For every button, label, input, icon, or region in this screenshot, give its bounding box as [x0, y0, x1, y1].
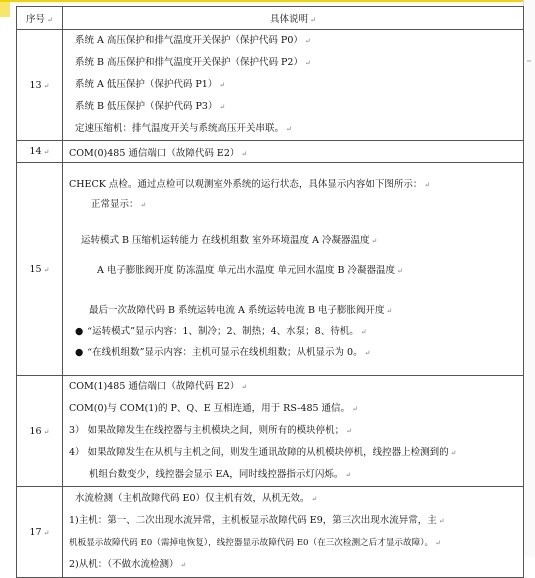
- row-number: 15 ↵: [17, 163, 63, 376]
- header-row: [17, 7, 524, 30]
- row-number: 17 ↵: [17, 487, 63, 578]
- spec-table: [16, 6, 524, 578]
- table-row: [17, 376, 524, 487]
- top-rule: [0, 0, 535, 2]
- desc-line: 正常显示： ↵: [91, 199, 147, 210]
- desc-line: COM(0)485 通信端口（故障代码 E2） ↵: [69, 147, 248, 159]
- row-number: 16 ↵: [17, 376, 63, 487]
- bullet-line: ● “运转模式”显示内容：1、制冷；2、制热；4、水泵；8、待机。 ↵: [69, 321, 517, 343]
- bullet-line: ● “在线机组数”显示内容：主机可显示在线机组数；从机显示为 0。 ↵: [69, 343, 517, 363]
- desc-line: 2)从机：（不做水流检测） ↵: [69, 559, 187, 570]
- desc-line: 最后一次故障代码 B 系统运转电流 A 系统运转电流 B 电子膨胀阀开度 ↵: [89, 305, 393, 316]
- desc-line: 3） 如果故障发生在线控器与主机模块之间，则所有的模块停机； ↵: [69, 425, 352, 436]
- scrollbar-thumb-mark[interactable]: [527, 60, 531, 62]
- desc-line: A 电子膨胀阀开度 防冻温度 单元出水温度 单元回水温度 B 冷凝器温度 ↵: [97, 265, 403, 276]
- desc-line: COM(1)485 通信端口（故障代码 E2） ↵: [69, 381, 248, 392]
- desc-line: 机板显示故障代码 E0（需掉电恢复），线控器显示故障代码 E0（在三次检测之后才显示故障）。 ↵: [69, 538, 441, 548]
- desc-line: COM(0)与 COM(1)的 P、Q、E 互相连通，用于 RS-485 通信。 ↵: [69, 403, 358, 414]
- table-row: [17, 141, 524, 163]
- desc-line: 机组台数变少，线控器会显示 EA，同时线控器指示灯闪烁。 ↵: [89, 469, 352, 480]
- row-desc: [63, 487, 524, 578]
- header-no: 序号 ↵: [17, 7, 63, 30]
- desc-line: 水流检测（主机故障代码 E0）仅主机有效，从机无效。 ↵: [75, 493, 318, 504]
- table-row: [17, 30, 524, 141]
- bullet-icon: ●: [75, 347, 84, 358]
- row-desc: [63, 376, 524, 487]
- header-desc: 具体说明 ↵: [63, 7, 524, 30]
- table-row: [17, 487, 524, 578]
- desc-line: 运转模式 B 压缩机运转能力 在线机组数 室外环境温度 A 冷凝器温度 ↵: [81, 235, 378, 246]
- desc-line: CHECK 点检。通过点检可以观测室外系统的运行状态，具体显示内容如下图所示： ↵: [69, 179, 431, 190]
- row-number: 13 ↵: [17, 30, 63, 141]
- row-desc: [63, 141, 524, 163]
- desc-line: 系统 B 低压保护（保护代码 P3） ↵: [75, 101, 226, 112]
- table-row: [17, 163, 524, 376]
- bullet-icon: ●: [75, 326, 84, 337]
- desc-line: 定速压缩机：排气温度开关与系统高压开关串联。 ↵: [75, 123, 292, 134]
- desc-line: 系统 B 高压保护和排气温度开关保护（保护代码 P2） ↵: [75, 57, 311, 68]
- desc-line: 1)主机：第一、二次出现水流异常，主机板显示故障代码 E9，第三次出现水流异常，主 ↵: [69, 515, 445, 526]
- row-desc: [63, 163, 524, 376]
- desc-line: 4） 如果故障发生在从机与主机之间，则发生通讯故障的从机模块停机，线控器上检测到的 ↵: [69, 447, 457, 458]
- desc-line: 系统 A 高压保护和排气温度开关保护（保护代码 P0） ↵: [75, 35, 311, 46]
- scrollbar-track[interactable]: [523, 0, 535, 557]
- desc-line: 系统 A 低压保护（保护代码 P1） ↵: [75, 79, 226, 90]
- row-number: 14 ↵: [17, 141, 63, 163]
- corner-marker: [0, 2, 10, 17]
- row-desc: [63, 30, 524, 141]
